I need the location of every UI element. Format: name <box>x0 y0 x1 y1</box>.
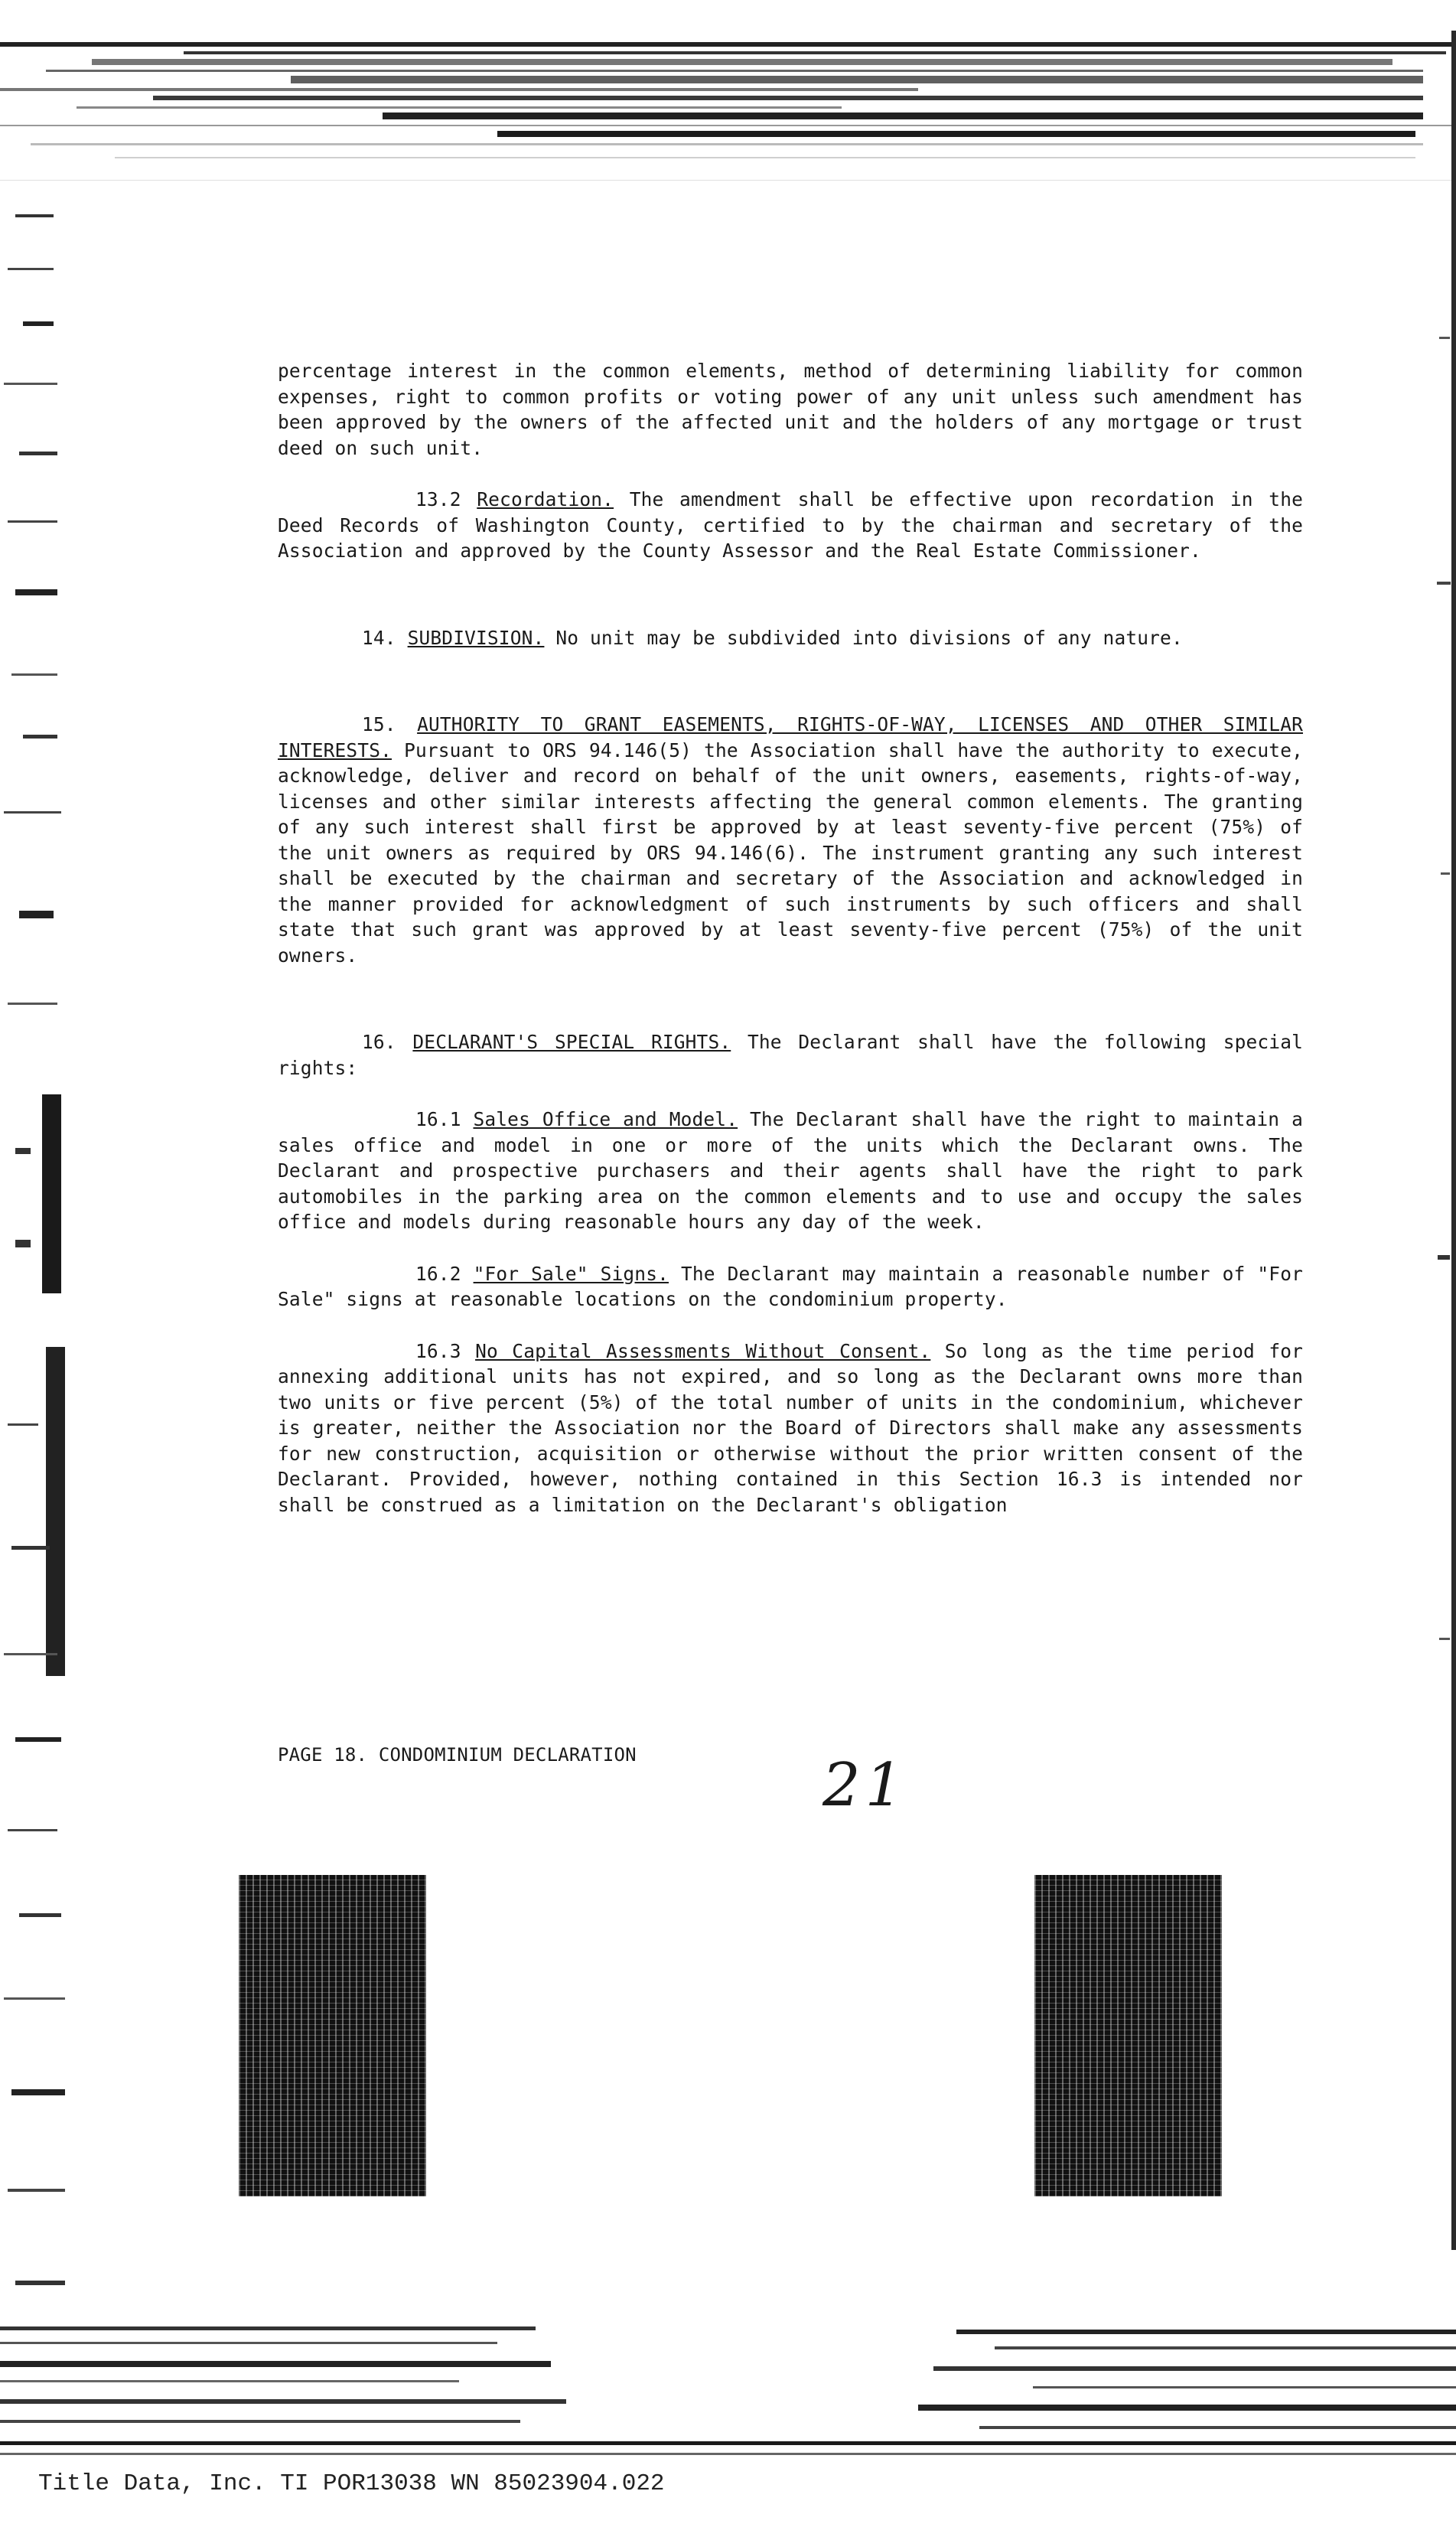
scan-artifact-block-right <box>1034 1875 1222 2196</box>
scan-artifact-bottom <box>0 2326 1456 2480</box>
section-number: 16. <box>362 1031 396 1053</box>
scan-artifact-block-left <box>239 1875 426 2196</box>
scan-artifact-right-edge <box>1433 31 1456 2250</box>
section-16-1 <box>278 1107 1303 1235</box>
section-15 <box>278 712 1303 968</box>
section-13-2 <box>278 487 1303 564</box>
spacer <box>278 1081 1303 1107</box>
section-text: Pursuant to ORS 94.146(5) the Association shall have the authority to execute, acknowledge, deliver and record on behalf of the unit owners, easements, rights-of-way, licenses and other similar interests affecting the general common elements. The granting of any such interest shall first be approved by at least seventy-five percent (75%) of the unit owners as required by ORS 94.146(6). The instrument granting any such interest shall be executed by the chairman and secretary of the Association and acknowledged in the manner provided for acknowledgment of such instruments by such officers and shall state that such grant was approved by at least seventy-five percent (75%) of the unit owners. <box>278 739 1304 967</box>
scan-artifact-left-edge <box>0 199 69 2403</box>
spacer <box>278 650 1303 712</box>
section-16 <box>278 1029 1303 1081</box>
handwritten-page-number: 21 <box>822 1751 908 1820</box>
spacer <box>278 1312 1303 1338</box>
section-16-2 <box>278 1261 1303 1312</box>
spacer <box>278 564 1303 625</box>
section-16-3 <box>278 1338 1303 1518</box>
section-number: 16.2 <box>415 1262 461 1285</box>
section-14 <box>278 625 1303 651</box>
document-body <box>278 358 1303 1518</box>
section-title: "For Sale" Signs. <box>473 1262 669 1285</box>
section-title: Sales Office and Model. <box>473 1108 738 1130</box>
section-number: 15. <box>362 713 396 735</box>
section-text: The Declarant shall have the right to maintain a sales office and model in one or more of the units which the Declarant owns. The Declarant and prospective purchasers and their agents shall have the right to park automobiles in the parking area on the common elements and to use and occupy the sales office and models during reasonable hours any day of the week. <box>278 1108 1303 1233</box>
section-title: AUTHORITY TO GRANT EASEMENTS, RIGHTS-OF-WAY, LICENSES AND OTHER SIMILAR INTERESTS. <box>278 713 1303 761</box>
section-title: No Capital Assessments Without Consent. <box>475 1339 931 1362</box>
section-number: 13.2 <box>415 488 461 510</box>
section-title: SUBDIVISION. <box>407 626 545 649</box>
title-data-stamp: Title Data, Inc. TI POR13038 WN 85023904.022 <box>38 2470 665 2497</box>
section-text: The amendment shall be effective upon recordation in the Deed Records of Washington County, certified to by the chairman and secretary of the Association and approved by the County Assessor and the Real Estate Commissioner. <box>278 488 1303 562</box>
section-text: So long as the time period for annexing additional units has not expired, and so long as the Declarant owns more than two units or five percent (5%) of the total number of units in the condominium, whichever is greater, neither the Association nor the Board of Directors shall make any assessments for new construction, acquisition or otherwise without the prior written consent of the Declarant. Provided, however, nothing contained in this Section 16.3 is intended nor shall be construed as a limitation on the Declarant's obligation <box>278 1339 1304 1516</box>
section-text: The Declarant may maintain a reasonable number of "For Sale" signs at reasonable locations on the condominium property. <box>278 1262 1304 1310</box>
spacer <box>278 1235 1303 1261</box>
section-title: DECLARANT'S SPECIAL RIGHTS. <box>412 1031 731 1053</box>
paragraph-text: percentage interest in the common elements, method of determining liability for common expenses, right to common profits or voting power of any unit unless such amendment has been approved by the owners of the affected unit and the holders of any mortgage or trust deed on such unit. <box>278 360 1303 459</box>
section-text: The Declarant shall have the following special rights: <box>278 1031 1303 1079</box>
spacer <box>278 968 1303 1029</box>
section-number: 16.1 <box>415 1108 461 1130</box>
page-footer-label: PAGE 18. CONDOMINIUM DECLARATION <box>278 1744 637 1766</box>
scan-artifact-top <box>0 42 1456 203</box>
spacer <box>278 461 1303 487</box>
paragraph-continuation <box>278 358 1303 461</box>
section-text: No unit may be subdivided into divisions of any nature. <box>555 626 1183 649</box>
section-number: 14. <box>362 626 396 649</box>
section-title: Recordation. <box>477 488 614 510</box>
section-number: 16.3 <box>415 1339 461 1362</box>
